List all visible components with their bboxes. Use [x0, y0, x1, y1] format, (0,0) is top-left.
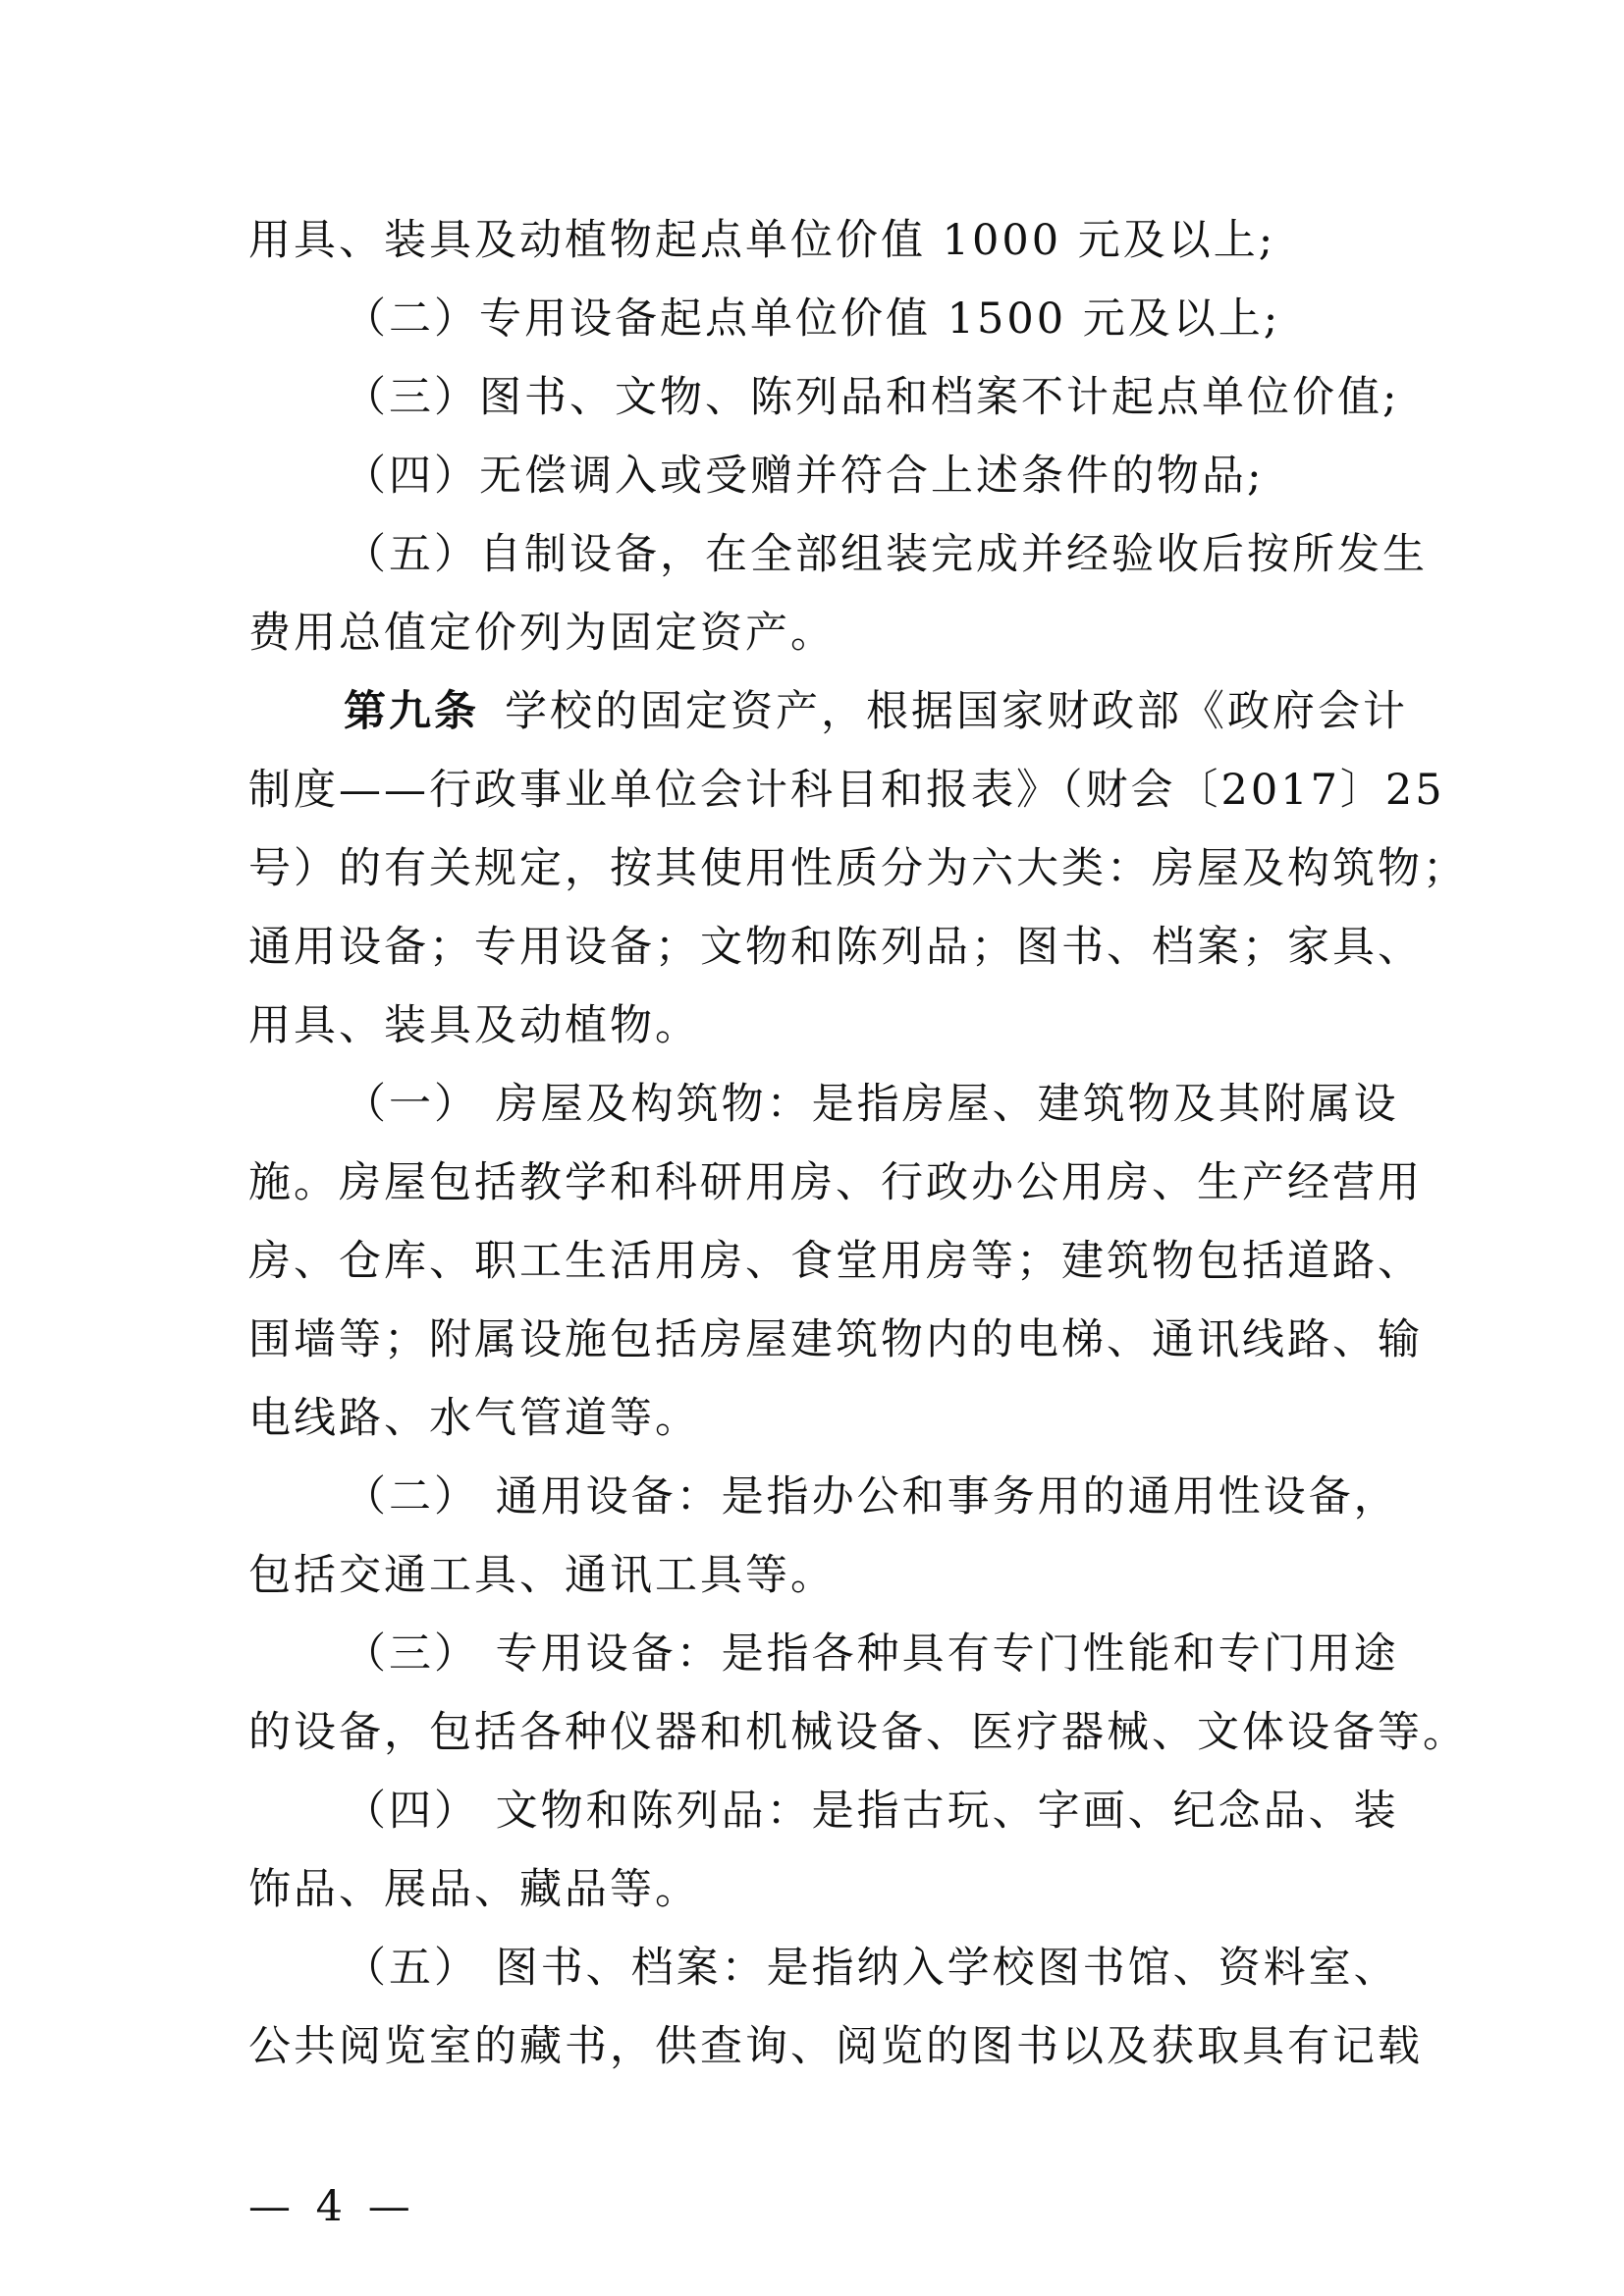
text-line: （四）无偿调入或受赠并符合上述条件的物品; [344, 452, 1265, 501]
text-line: （二） 通用设备：是指办公和事务用的通用性设备， [344, 1472, 1399, 1522]
text-line: 围墙等；附属设施包括房屋建筑物内的电梯、通讯线路、输 [248, 1315, 1423, 1364]
text-line: （三）图书、文物、陈列品和档案不计起点单位价值; [344, 373, 1400, 422]
text-line: 用具、装具及动植物。 [248, 1001, 700, 1050]
text-line: （二）专用设备起点单位价值 1500 元及以上; [344, 294, 1281, 344]
text-line: （一） 房屋及构筑物：是指房屋、建筑物及其附属设 [344, 1080, 1399, 1129]
text-line: 制度——行政事业单位会计科目和报表》（财会〔2017〕25 [248, 766, 1445, 815]
article-label: 第九条 [344, 687, 479, 736]
text-line: 学校的固定资产，根据国家财政部《政府会计 [505, 687, 1408, 736]
text-line: 施。房屋包括教学和科研用房、行政办公用房、生产经营用 [248, 1158, 1423, 1207]
text-line: 号）的有关规定，按其使用性质分为六大类：房屋及构筑物； [248, 844, 1468, 893]
text-line: 电线路、水气管道等。 [248, 1394, 700, 1443]
text-line: 通用设备；专用设备；文物和陈列品；图书、档案；家具、 [248, 923, 1423, 972]
text-line: 的设备，包括各种仪器和机械设备、医疗器械、文体设备等。 [248, 1708, 1468, 1757]
text-line: （五）自制设备，在全部组装完成并经验收后按所发生 [344, 530, 1428, 579]
page-number: — 4 — [248, 2182, 416, 2231]
text-line: 房、仓库、职工生活用房、食堂用房等；建筑物包括道路、 [248, 1237, 1423, 1286]
text-line: 公共阅览室的藏书，供查询、阅览的图书以及获取具有记载 [248, 2022, 1423, 2071]
text-line: 费用总值定价列为固定资产。 [248, 609, 836, 658]
text-line: （三） 专用设备：是指各种具有专门性能和专门用途 [344, 1629, 1399, 1679]
text-line: （五） 图书、档案：是指纳入学校图书馆、资料室、 [344, 1944, 1399, 1993]
article-nine-first-line [344, 682, 1408, 741]
text-line: （四） 文物和陈列品：是指古玩、字画、纪念品、装 [344, 1787, 1399, 1836]
text-line: 饰品、展品、藏品等。 [248, 1865, 700, 1914]
text-line: 包括交通工具、通讯工具等。 [248, 1551, 836, 1600]
text-line: 用具、装具及动植物起点单位价值 1000 元及以上; [248, 216, 1276, 265]
